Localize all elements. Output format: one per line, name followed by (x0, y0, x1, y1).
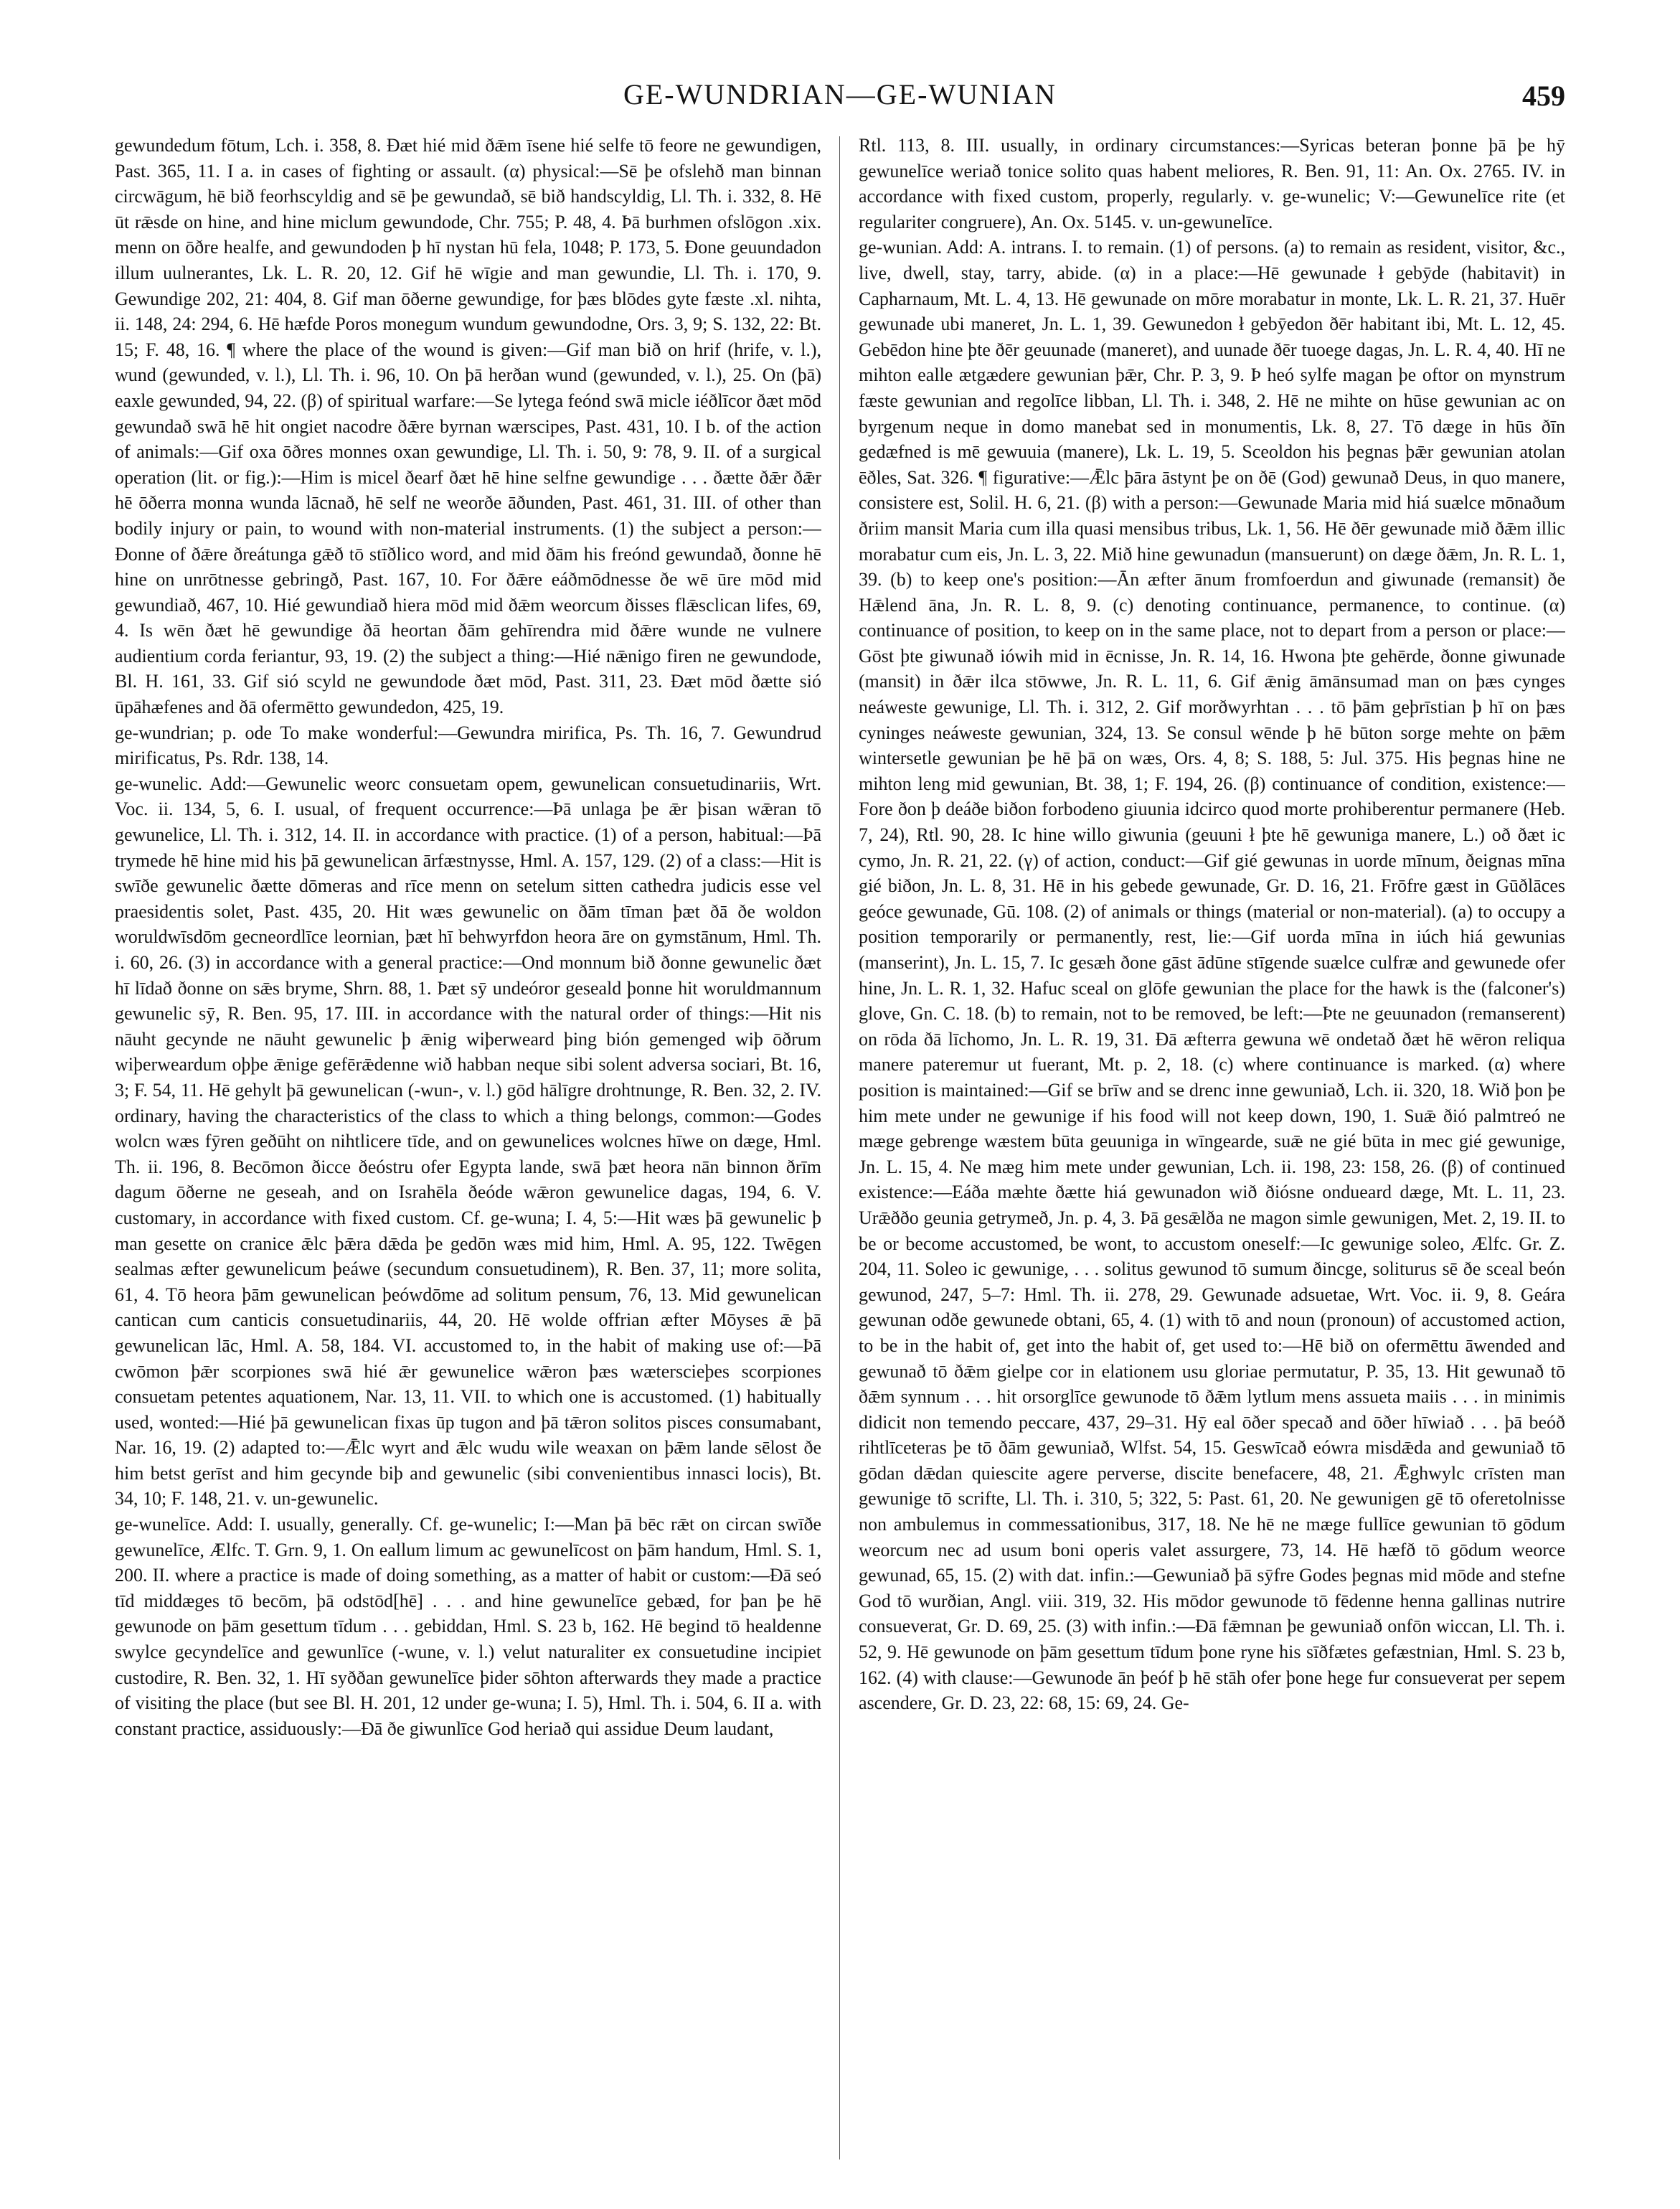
left-column (115, 133, 821, 2185)
entry-gewundian-cont: gewundedum fōtum, Lch. i. 358, 8. Ðæt hié mid ðǣm īsene hié selfe tō feore ne gewundigen, Past. 365, 11. I a. in cases of fighting or assault. (α) physical:—Sē þe ofslehð man binnan circwāgum, hē bið feorhscyldig and sē þe gewundað, sē bið handscyldig, Ll. Th. i. 332, 8. Hē ūt rǣsde on hine, and hine miclum gewundode, Chr. 755; P. 48, 4. Þā burhmen ofslōgon .xix. menn on ōðre healfe, and gewundoden þ hī nystan hū fela, 1048; P. 173, 5. Ðone geuundadon illum uulnerantes, Lk. L. R. 20, 12. Gif hē wīgie and man gewundie, Ll. Th. i. 170, 9. Gewundige 202, 21: 404, 8. Gif man ōðerne gewundige, for þæs blōdes gyte fæste .xl. nihta, ii. 148, 24: 294, 6. Hē hæfde Poros monegum wundum gewundodne, Ors. 3, 9; S. 132, 22: Bt. 15; F. 48, 16. ¶ where the place of the wound is given:—Gif man bið on hrif (hrife, v. l.), wund (gewunded, v. l.), Ll. Th. i. 96, 10. On þā herðan wund (gewunded, v. l.), 25. On (þā) eaxle gewunded, 94, 22. (β) of spiritual warfare:—Se lytega feónd swā micle iéðlīcor ðæt mōd gewundað swā hē hit ongiet nacodre ðǣre byrnan wærscipes, Past. 431, 10. I b. of the action of animals:—Gif oxa ōðres monnes oxan gewundige, Ll. Th. i. 50, 9: 78, 9. II. of a surgical operation (lit. or fig.):—Him is micel ðearf ðæt hē hine selfne gewundige . . . ðætte ðǣr ðǣr hē ōðerra monna wunda lācnað, hē self ne weorðe āðunden, Past. 461, 31. III. of other than bodily injury or pain, to wound with non-material instruments. (1) the subject a person:—Ðonne of ðǣre ðreátunga gǣð tō stīðlico word, and mid ðām his freónd gewundað, ðonne hē hine on unrōtnesse gebringð, Past. 167, 10. For ðǣre eáðmōdnesse ðe wē ūre mōd mid gewundiað, 467, 10. Hié gewundiað hiera mōd mid ðǣm weorcum ðisses flǣsclican lifes, 69, 4. Is wēn ðæt hē gewundige ðā heortan ðām gehīrendra mid ðǣre wunde ne vulnere audientium corda feriantur, 93, 19. (2) the subject a thing:—Hié nǣnigo firen ne gewundode, Bl. H. 161, 33. Gif sió scyld ne gewundode ðæt mōd, Past. 311, 23. Ðæt mōd ðætte sió ūpāhæfenes and ðā ofermētto gewundedon, 425, 19. (115, 135, 821, 718)
entry-ge-wunelice-cont: Rtl. 113, 8. III. usually, in ordinary circumstances:—Syricas beteran þonne þā þe hȳ gewunelīce weriað tonice solito quas habent meliores, R. Ben. 91, 11: An. Ox. 2765. IV. in accordance with fixed custom, properly, regularly. v. ge-wunelic; V:—Gewunelīce rite (et regulariter congruere), An. Ox. 5145. v. un-gewunelīce. (859, 135, 1565, 232)
entry-ge-wunelic: ge-wunelic. Add:—Gewunelic weorc consuetam opem, gewunelican consuetudinariis, Wrt. Voc. ii. 134, 5, 6. I. usual, of frequent occurrence:—Þā unlaga þe ǣr þisan wǣran tō gewunelice, Ll. Th. i. 312, 14. II. in accordance with practice. (1) of a person, habitual:—Þā trymede hē hine mid his þā gewunelican ārfæstnysse, Hml. A. 157, 129. (2) of a class:—Hit is swīðe gewunelic ðætte dōmeras and rīce menn on setelum sitten cathedra judicis esse vel praesidentis solet, Past. 435, 20. Hit wæs gewunelic on ðām tīman þæt ðā ðe woldon woruldwīsdōm gecneordlīce leornian, þæt hī behwyrfdon heora āre on gymstānum, Hml. Th. i. 60, 26. (3) in accordance with a general practice:—Ond monnum bið ðonne gewunelic ðæt hī līdað ðonne on sǣs bryme, Shrn. 88, 1. Þæt sȳ undeóror geseald þonne hit woruldmannum gewunelic sȳ, R. Ben. 95, 17. III. in accordance with the natural order of things:—Hit nis nāuht gecynde ne nāuht gewunelic þ ǣnig wiþerweard þing bión gemenged wiþ ōðrum wiþerweardum oþþe ǣnige gefērǣdenne wið habban neque sibi solent adversa sociari, Bt. 16, 3; F. 54, 11. Hē gehylt þā gewunelican (-wun-, v. l.) gōd hālīgre drohtnunge, R. Ben. 32, 2. IV. ordinary, having the characteristics of the class to which a thing belongs, common:—Godes wolcn wæs fȳren geðūht on nihtlicere tīde, and on gewunelices wolcnes hīwe on dæge, Hml. Th. ii. 196, 8. Becōmon ðicce ðeóstru ofer Egypta lande, swā þæt heora nān binnon ðrīm dagum ōðerne ne geseah, and on Israhēla ðeóde wǣron gewunelice dagas, 194, 6. V. customary, in accordance with fixed custom. Cf. ge-wuna; I. 4, 5:—Hit wæs þā gewunelic þ man gesette on cranice ǣlc þǣra dǣda þe gedōn wæs mid him, Hml. A. 95, 122. Twēgen sealmas æfter gewunelicum þeáwe (secundum consuetudinem), R. Ben. 37, 11; more solita, 61, 4. Tō heora þām gewunelican þeówdōme ad solitum pensum, 76, 13. Mid gewunelican cantican cum canticis consuetudinariis, 44, 20. Hē wolde offrian æfter Mōyses ǣ þā gewunelican lāc, Hml. A. 58, 184. VI. accustomed to, in the habit of making use of:—Þā cwōmon þǣr scorpiones swā hié ǣr gewunelice wǣron þæs wæterscieþes scorpiones consuetam petentes aquationem, Nar. 13, 11. VII. to which one is accustomed. (1) habitually used, wonted:—Hié þā gewunelican fixas ūp tugon and þā tǣron solitos pisces consumabant, Nar. 16, 19. (2) adapted to:—Ǣlc wyrt and ǣlc wudu wile weaxan on þǣm lande sēlost ðe him betst gerīst and him gecynde biþ and gewunelic (sibi convenientibus innasci locis), Bt. 34, 10; F. 148, 21. v. un-gewunelic. (115, 773, 821, 1509)
entry-ge-wunian: ge-wunian. Add: A. intrans. I. to remain. (1) of persons. (a) to remain as resident, visitor, &c., live, dwell, stay, tarry, abide. (α) in a place:—Hē gewunade ł gebȳde (habitavit) in Capharnaum, Mt. L. 4, 13. Hē gewunade on mōre morabatur in monte, Lk. L. R. 21, 37. Huēr gewunade ubi maneret, Jn. L. 1, 39. Gewunedon ł gebȳedon ðēr habitant ibi, Mt. L. 12, 45. Gebēdon hine þte ðēr geuunade (maneret), and uunade ðēr tuoege dagas, Jn. L. R. 4, 40. Hī ne mihton ealle ætgædere gewunian þǣr, Chr. P. 3, 9. Þ heó sylfe magan þe oftor on mynstrum fæste gewunian and regolīce libban, Ll. Th. i. 348, 2. Hē ne mihte on hūse gewunian ac on byrgenum neque in domo manebat sed in monumentis, Lk. 8, 27. Tō dæge in hūs ðīn gedæfned is mē gewuuia (manere), Lk. L. 19, 5. Sceoldon his þegnas þǣr gewunian atolan ēðles, Sat. 326. ¶ figurative:—Ǣlc þāra āstynt þe on ðē (God) gewunað Deus, in quo manere, consistere est, Solil. H. 6, 21. (β) with a person:—Gewunade Maria mid hiá suælce mōnaðum ðriim mansit Maria cum illa quasi mensibus tribus, Lk. 1, 56. Hē ðēr gewunade mið ðǣm illic morabatur cum eis, Jn. L. 3, 22. Mið hine gewunadun (mansuerunt) on dæge ðǣm, Jn. R. L. 1, 39. (b) to keep one's position:—Ān æfter ānum fromfoerdun and giwunade (remansit) ðe Hǣlend āna, Jn. R. L. 8, 9. (c) denoting continuance, permanence, to continue. (α) continuance of position, to keep on in the same place, not to depart from a person or place:—Gōst þte giwunað iówih mid in ēcnisse, Jn. R. 14, 16. Hwona þte gehērde, ðonne giwunade (mansit) in ðǣr ilca stōwwe, Jn. R. L. 11, 6. Gif ǣnig āmānsumad man on þæs cynges neáweste gewunige, Ll. Th. i. 312, 2. Gif morðwyrhtan . . . tō þām geþrīstian þ hī on þæs cyninges neáweste gewunian, 324, 13. Se consul wēnde þ hē būton sorge mehte on þǣm wintersetle gewunian þe hē þā on wæs, Ors. 4, 8; S. 188, 5: Jul. 375. His þegnas hine ne mihton leng mid gewunian, Bt. 38, 1; F. 194, 26. (β) continuance of condition, existence:—Fore ðon þ deáðe biðon forbodeno giuunia idcirco quod morte prohiberentur permanere (Heb. 7, 24), Rtl. 90, 28. Ic hine willo giwunia (geuuni ł þte hē gewuniga manere, L.) oð ðæt ic cymo, Jn. R. 21, 22. (γ) of action, conduct:—Gif gié gewunas in uorde mīnum, ðeignas mīna gié biðon, Jn. L. 8, 31. Hē in his gebede gewunade, Gr. D. 16, 21. Frōfre gæst in Gūðlāces geóce gewunade, Gū. 108. (2) of animals or things (material or non-material). (a) to occupy a position temporarily or permanently, rest, lie:—Gif uorda mīna in iúch hiá gewunias (manserint), Jn. L. 15, 7. Ic gesæh ðone gāst ādūne stīgende suælce culfræ and gewunede ofer hine, Jn. L. R. 1, 32. Hafuc sceal on glōfe gewunian the place for the hawk is the (falconer's) glove, Gn. C. 18. (b) to remain, not to be removed, be left:—Þte ne geuunadon (remanserent) on rōda ðā līchomo, Jn. L. R. 19, 31. Ðā æfterra gewuna wē ondetað ðæt hē wēron reliqua manere pateremur ut fuerant, Mt. p. 2, 18. (c) where continuance is marked. (α) where position is maintained:—Gif se brīw and se drenc inne gewuniað, Lch. ii. 320, 18. Wið þon þe him mete under ne gewunige if his food will not keep down, 190, 1. Suǣ ðió palmtreó ne mæge gebrenge wæstem būta geuuniga in wīngearde, suǣ ne gié būta in mec gié gewunige, Jn. L. 15, 4. Ne mæg him mete under gewunian, Lch. ii. 198, 23: 158, 26. (β) of continued existence:—Eáða mæhte ðætte hiá gewunadon wið ðiósne ondueard dæge, Mt. L. 11, 23. Urǣððo geunia getrymeð, Jn. p. 4, 3. Þā gesǣlða ne magon simle gewunigen, Met. 2, 19. II. to be or become accustomed, be wont, to accustom oneself:—Ic gewunige soleo, Ælfc. Gr. Z. 204, 11. Soleo ic gewunige, . . . solitus gewunod tō sumum ðincge, soliturus sē ðe sceal beón gewunod, 247, 5–7: Hml. Th. ii. 278, 29. Gewunade adsuetae, Wrt. Voc. ii. 9, 8. Geára gewunan odðe gewunede obtani, 65, 4. (1) with tō and noun (pronoun) of accustomed action, to be in the habit of, get into the habit of, get used to:—Hē bið on ofermēttu āwended and gewunað tō ðǣm gielpe cor in elationem usu gloriae permutatur, P. 35, 13. Hit gewunað tō ðǣm synnum . . . hit orsorglīce gewunode tō ðǣm lytlum mens assueta maiis . . . in minimis didicit non temendo peccare, 437, 29–31. Hȳ eal ōðer specað and ōðer hīwiað . . . þā beóð rihtlīceteras þe tō ðām gewuniað, Wlfst. 54, 15. Geswīcað eówra misdǣda and gewuniað tō gōdan dǣdan quiescite agere perverse, discite benefacere, 48, 21. Ǣghwylc crīsten man gewunige tō scrifte, Ll. Th. i. 310, 5; 322, 5: Past. 61, 20. Ne gewunigen gē tō oferetolnisse non ambulemus in commessationibus, 317, 18. Ne hē ne mæge fullīce gewunian tō gōdum weorcum nec ad usum boni operis valet assurgere, 73, 14. Hē hæfð tō gōdum weorce gewunad, 65, 15. (2) with dat. infin.:—Gewuniað þā sȳfre Godes þegnas mid mōde and stefne God tō wurðian, Angl. viii. 319, 32. His mōdor gewunode tō fēdenne henna gallinas nutrire consueverat, Gr. D. 69, 25. (3) with infin.:—Ðā fǣmnan þe gewuniað onfōn wiccan, Ll. Th. i. 52, 9. Hē gewunode on þām gesettum tīdum þone ryne his sīðfætes gefæstnian, Hml. S. 23 b, 162. (4) with clause:—Gewunode ān þeóf þ hē stāh ofer þone hege fur consueverat per sepem ascendere, Gr. D. 23, 22: 68, 15: 69, 24. Ge- (859, 237, 1565, 1714)
entry-ge-wunelice: ge-wunelīce. Add: I. usually, generally. Cf. ge-wunelic; I:—Man þā bēc rǣt on circan swīðe gewunelīce, Ælfc. T. Grn. 9, 1. On eallum limum ac gewunelīcost on þām handum, Hml. S. 1, 200. II. where a practice is made of doing something, as a matter of habit or custom:—Ðā seó tīd middæges tō becōm, þā odstōd[hē] . . . and hine gewunelīce gebæd, for þan þe hē gewunode on þām gesettum tīdum . . . gebiddan, Hml. S. 23 b, 162. Hē begind tō healdenne swylce gecyndelīce and gewunlīce (-wune, v. l.) velut naturaliter ex consuetudine incipiet custodire, R. Ben. 32, 1. Hī syððan gewunelīce þider sōhton afterwards they made a practice of visiting the place (but see Bl. H. 201, 12 under ge-wuna; I. 5), Hml. Th. i. 504, 6. II a. with constant practice, assiduously:—Ðā ðe giwunlīce God heriað qui assidue Deum laudant, (115, 1514, 821, 1739)
entry-ge-wundrian: ge-wundrian; p. ode To make wonderful:—Gewundra mirifica, Ps. Th. 16, 7. Gewundrud mirificatus, Ps. Rdr. 138, 14. (115, 722, 821, 769)
running-head: GE-WUNDRIAN—GE-WUNIAN (623, 78, 1057, 110)
column-divider (839, 136, 840, 2159)
page-number: 459 (1522, 80, 1565, 112)
right-column (859, 133, 1565, 2185)
